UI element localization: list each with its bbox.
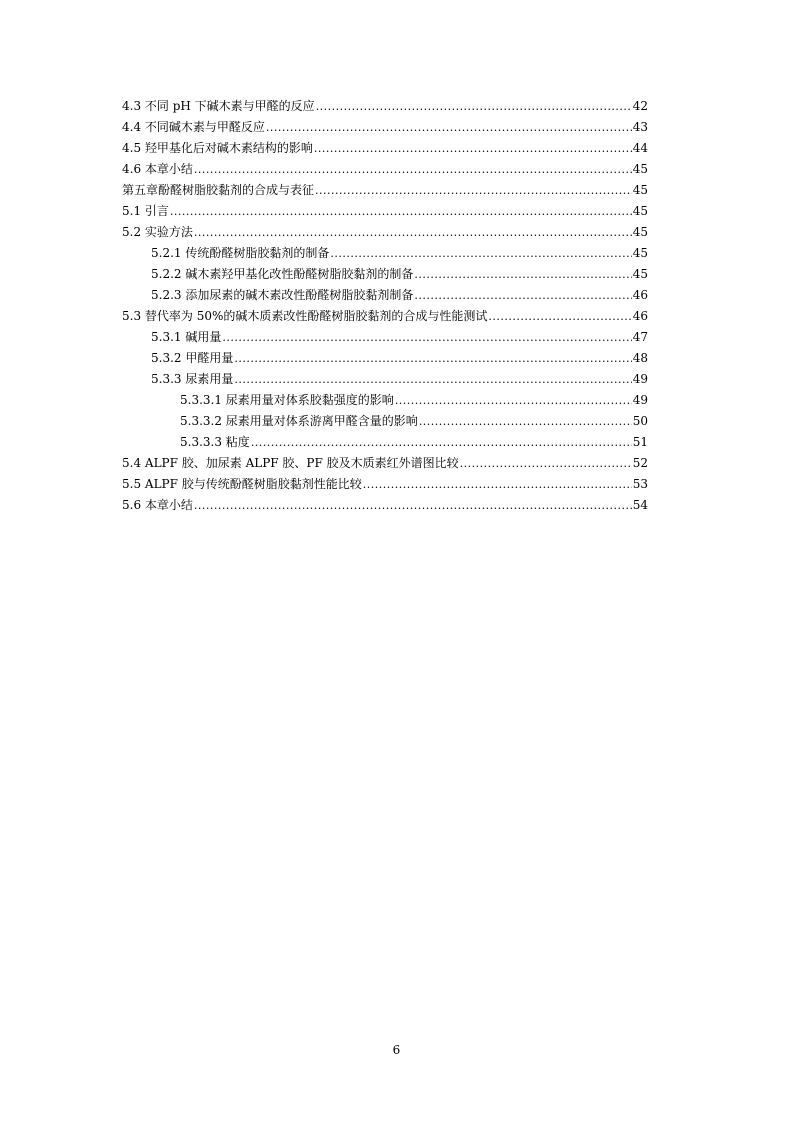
toc-entry-title: 4.3 不同 pH 下碱木素与甲醛的反应 — [122, 99, 315, 113]
toc-entry-5-2-3[interactable] — [122, 285, 648, 306]
toc-leader-dots — [316, 96, 632, 117]
toc-entry-title: 4.4 不同碱木素与甲醛反应 — [122, 120, 265, 134]
toc-entry-page: 43 — [632, 120, 648, 134]
toc-entry-5-3-3-3[interactable] — [122, 432, 648, 453]
toc-leader-dots — [234, 369, 631, 390]
toc-leader-dots — [460, 453, 632, 474]
toc-entry-page: 44 — [632, 141, 648, 155]
toc-entry-title: 5.3.3 尿素用量 — [151, 372, 234, 386]
toc-entry-title: 第五章酚醛树脂胶黏剂的合成与表征 — [122, 183, 315, 197]
toc-entry-5-3-3-1[interactable] — [122, 390, 648, 411]
toc-leader-dots — [363, 474, 632, 495]
toc-entry-chapter-5[interactable] — [122, 180, 648, 201]
toc-entry-5-6[interactable] — [122, 495, 648, 516]
toc-entry-page: 42 — [632, 99, 648, 113]
toc-entry-5-3-1[interactable] — [122, 327, 648, 348]
toc-entry-page: 45 — [632, 162, 648, 176]
toc-entry-title: 5.3.1 碱用量 — [151, 330, 222, 344]
toc-entry-5-4[interactable] — [122, 453, 648, 474]
toc-entry-title: 5.3.3.2 尿素用量对体系游离甲醛含量的影响 — [180, 414, 418, 428]
toc-entry-title: 5.4 ALPF 胶、加尿素 ALPF 胶、PF 胶及木质素红外谱图比较 — [122, 456, 459, 470]
toc-leader-dots — [194, 222, 632, 243]
toc-leader-dots — [419, 411, 632, 432]
toc-entry-page: 45 — [632, 204, 648, 218]
toc-entry-title: 5.3 替代率为 50%的碱木质素改性酚醛树脂胶黏剂的合成与性能测试 — [122, 309, 488, 323]
toc-entry-page: 45 — [632, 183, 648, 197]
toc-leader-dots — [414, 285, 631, 306]
toc-entry-5-2-2[interactable] — [122, 264, 648, 285]
toc-entry-4-3[interactable] — [122, 96, 648, 117]
toc-entry-page: 53 — [632, 477, 648, 491]
toc-leader-dots — [266, 117, 632, 138]
toc-leader-dots — [170, 201, 632, 222]
toc-entry-4-4[interactable] — [122, 117, 648, 138]
table-of-contents — [122, 96, 648, 516]
toc-entry-title: 5.5 ALPF 胶与传统酚醛树脂胶黏剂性能比较 — [122, 477, 362, 491]
toc-entry-title: 5.6 本章小结 — [122, 498, 193, 512]
toc-entry-page: 48 — [632, 351, 648, 365]
toc-entry-5-2[interactable] — [122, 222, 648, 243]
toc-leader-dots — [194, 495, 632, 516]
toc-entry-page: 45 — [632, 267, 648, 281]
toc-entry-page: 46 — [632, 288, 648, 302]
toc-entry-5-3[interactable] — [122, 306, 648, 327]
toc-entry-page: 45 — [632, 246, 648, 260]
page-number: 6 — [392, 1043, 401, 1057]
toc-entry-4-5[interactable] — [122, 138, 648, 159]
toc-entry-title: 5.2.1 传统酚醛树脂胶黏剂的制备 — [151, 246, 330, 260]
toc-entry-page: 50 — [632, 414, 648, 428]
toc-entry-page: 52 — [632, 456, 648, 470]
toc-entry-5-3-2[interactable] — [122, 348, 648, 369]
toc-leader-dots — [234, 348, 631, 369]
toc-leader-dots — [330, 243, 631, 264]
toc-entry-5-2-1[interactable] — [122, 243, 648, 264]
toc-entry-title: 5.3.2 甲醛用量 — [151, 351, 234, 365]
toc-leader-dots — [194, 159, 632, 180]
toc-entry-title: 5.2 实验方法 — [122, 225, 193, 239]
toc-entry-page: 47 — [632, 330, 648, 344]
toc-leader-dots — [251, 432, 632, 453]
toc-entry-page: 51 — [632, 435, 648, 449]
toc-entry-5-5[interactable] — [122, 474, 648, 495]
toc-leader-dots — [315, 180, 632, 201]
toc-entry-title: 5.2.3 添加尿素的碱木素改性酚醛树脂胶黏剂制备 — [151, 288, 414, 302]
toc-entry-5-1[interactable] — [122, 201, 648, 222]
toc-entry-page: 49 — [632, 393, 648, 407]
toc-entry-page: 46 — [632, 309, 648, 323]
toc-entry-page: 49 — [632, 372, 648, 386]
toc-leader-dots — [488, 306, 631, 327]
toc-entry-4-6[interactable] — [122, 159, 648, 180]
toc-entry-title: 5.1 引言 — [122, 204, 169, 218]
toc-leader-dots — [222, 327, 631, 348]
toc-entry-page: 45 — [632, 225, 648, 239]
toc-leader-dots — [314, 138, 632, 159]
toc-entry-page: 54 — [632, 498, 648, 512]
toc-entry-title: 4.6 本章小结 — [122, 162, 193, 176]
toc-leader-dots — [414, 264, 631, 285]
toc-entry-5-3-3[interactable] — [122, 369, 648, 390]
toc-entry-title: 5.3.3.3 粘度 — [180, 435, 250, 449]
toc-entry-title: 5.2.2 碱木素羟甲基化改性酚醛树脂胶黏剂的制备 — [151, 267, 414, 281]
toc-entry-5-3-3-2[interactable] — [122, 411, 648, 432]
toc-leader-dots — [395, 390, 632, 411]
toc-entry-title: 4.5 羟甲基化后对碱木素结构的影响 — [122, 141, 313, 155]
toc-entry-title: 5.3.3.1 尿素用量对体系胶黏强度的影响 — [180, 393, 394, 407]
